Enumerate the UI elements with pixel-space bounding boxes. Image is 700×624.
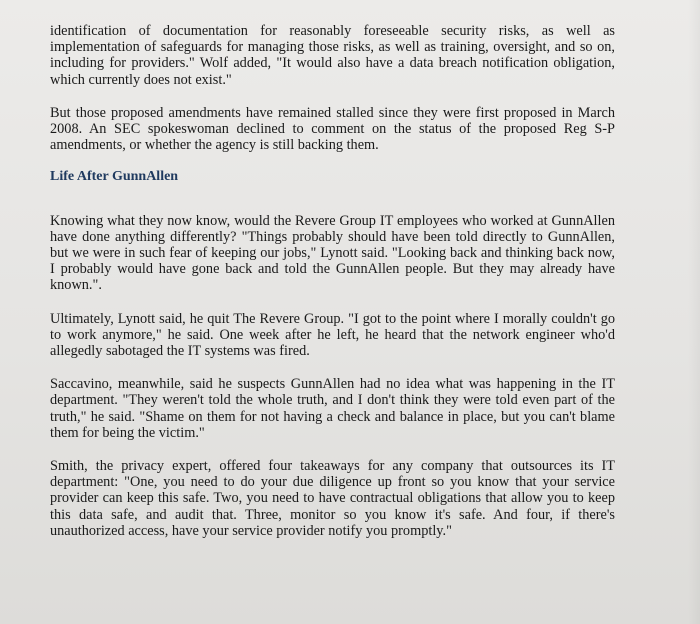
- paragraph-lynott-quit: Ultimately, Lynott said, he quit The Revere Group. "I got to the point where I morally couldn't go to work anymore," he said. One week after he left, he heard that the network engineer who'd allegedly sabotaged the IT systems was fired.: [50, 310, 615, 360]
- section-heading: Life After GunnAllen: [50, 169, 179, 185]
- paragraph-smith-takeaways: Smith, the privacy expert, offered four takeaways for any company that outsources its IT department: "One, you need to do your due diligence up front so you know that your service provider can keep this safe. Two, you need to have contractual obligations that allow you to keep this data safe, and audit that. Three, monitor so you know it's safe. And four, if there's unauthorized access, have your service provider notify you promptly.": [50, 458, 615, 539]
- article-body: [50, 23, 615, 539]
- paragraph-amendments-stalled: But those proposed amendments have remained stalled since they were first proposed in March 2008. An SEC spokeswoman declined to comment on the status of the proposed Reg S-P amendments, or whether the agency is still backing them.: [50, 104, 615, 154]
- paragraph-knowing: Knowing what they now know, would the Revere Group IT employees who worked at GunnAllen have done anything differently? "Things probably should have been told directly to GunnAllen, but we were in such fear of keeping our jobs," Lynott said. "Looking back and thinking back now, I probably would have gone back and told the GunnAllen people. But they may already have known.".: [50, 212, 615, 294]
- page-shadow: [688, 0, 700, 624]
- paragraph-safeguards: identification of documentation for reasonably foreseeable security risks, as well as implementation of safeguards for managing those risks, as well as training, oversight, and so on, including for providers." Wolf added, "It would also have a data breach notification obligation, which currently does not exist.": [50, 23, 615, 88]
- paragraph-saccavino: Saccavino, meanwhile, said he suspects GunnAllen had no idea what was happening in the IT department. "They weren't told the whole truth, and I don't think they were told even part of the truth," he said. "Shame on them for not having a check and balance in place, but you can't blame them for being the victim.": [50, 376, 615, 441]
